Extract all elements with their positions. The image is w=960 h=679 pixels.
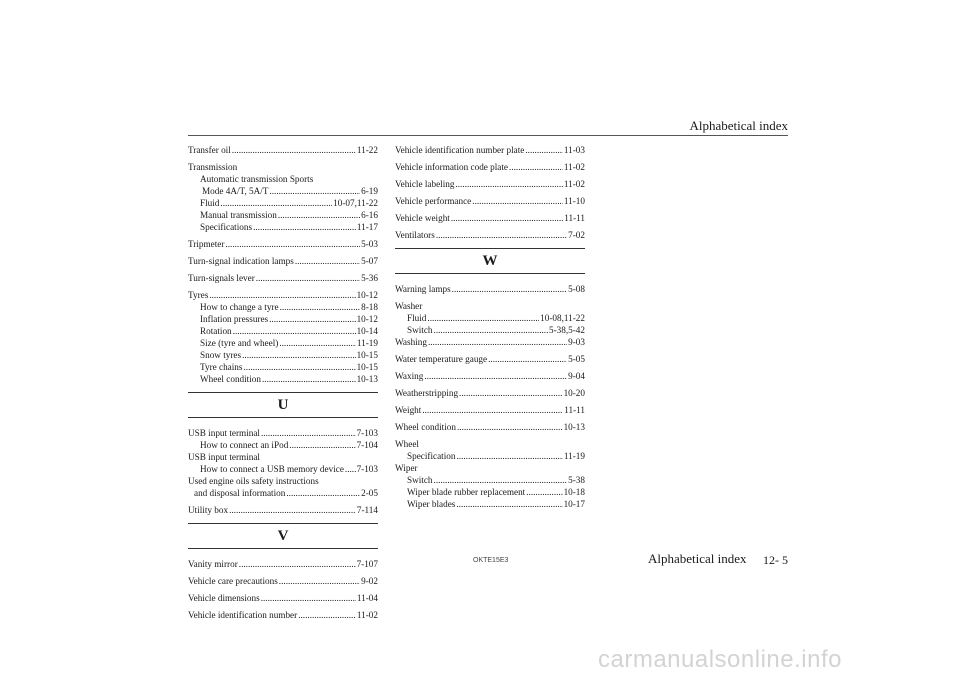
entry-label: Vehicle identification number plate	[395, 145, 525, 155]
entry-page-ref: 9-03	[568, 337, 585, 347]
entry-label: Specification	[407, 451, 456, 461]
section-heading-w: W	[482, 253, 498, 269]
index-entry	[395, 474, 585, 486]
entry-page-ref: 10-14	[356, 326, 378, 336]
entry-leader-dots	[525, 144, 563, 156]
page-number: 12- 5	[763, 553, 788, 567]
entry-leader-dots	[422, 404, 563, 416]
heading-rule-top	[395, 248, 585, 249]
entry-page-ref: 11-19	[563, 451, 585, 461]
entry-label: Switch	[407, 325, 433, 335]
entry-leader-dots	[428, 336, 567, 348]
index-entry	[395, 370, 585, 382]
entry-page-ref: 10-12	[356, 314, 378, 324]
index-entry	[395, 144, 585, 156]
entry-page-ref: 11-11	[564, 405, 585, 415]
entry-leader-dots	[269, 313, 355, 325]
entry-page-ref: 5-38	[568, 475, 585, 485]
entry-leader-dots	[262, 373, 356, 385]
index-entry	[188, 325, 378, 337]
entry-label: Wheel	[395, 439, 419, 449]
entry-leader-dots	[232, 144, 356, 156]
entry-page-ref: 7-104	[356, 440, 378, 450]
entry-leader-dots	[472, 195, 563, 207]
entry-label: Turn-signal indication lamps	[188, 256, 294, 266]
entry-leader-dots	[434, 324, 548, 336]
index-entry	[188, 349, 378, 361]
entry-page-ref: 11-03	[563, 145, 585, 155]
entry-label: USB input terminal	[188, 452, 260, 462]
entry-page-ref: 8-18	[361, 302, 378, 312]
index-entry	[188, 238, 378, 250]
section-u	[188, 392, 378, 418]
index-entry	[395, 336, 585, 348]
entry-page-ref: 2-05	[361, 488, 378, 498]
entry-leader-dots	[424, 370, 567, 382]
section-w	[395, 248, 585, 274]
entry-page-ref: 5-38,5-42	[549, 325, 585, 335]
entry-label: Weatherstripping	[395, 388, 459, 398]
index-entry	[188, 301, 378, 313]
entry-page-ref: 11-02	[356, 610, 378, 620]
index-entry	[395, 498, 585, 510]
entry-leader-dots	[456, 450, 562, 462]
index-entry	[188, 373, 378, 385]
index-entry	[395, 486, 585, 498]
heading-rule-top	[188, 523, 378, 524]
entry-leader-dots	[279, 575, 360, 587]
entry-leader-dots	[451, 212, 563, 224]
entry-label: Size (tyre and wheel)	[200, 338, 279, 348]
index-entry	[395, 283, 585, 295]
entry-leader-dots	[526, 486, 562, 498]
entry-label: Vehicle care precautions	[188, 576, 278, 586]
footer-title: Alphabetical index	[648, 551, 747, 566]
entry-leader-dots	[253, 221, 356, 233]
entry-label: How to change a tyre	[200, 302, 279, 312]
index-entry	[188, 475, 378, 487]
index-entry	[188, 173, 378, 185]
left-column	[188, 139, 378, 621]
entry-leader-dots	[269, 185, 360, 197]
index-entry	[395, 421, 585, 433]
index-group-t	[188, 144, 378, 385]
entry-leader-dots	[243, 361, 355, 373]
entry-label: and disposal information	[194, 488, 286, 498]
entry-leader-dots	[434, 474, 568, 486]
index-group-v	[188, 558, 378, 621]
entry-page-ref: 10-18	[563, 487, 585, 497]
entry-label: USB input terminal	[188, 428, 260, 438]
entry-page-ref: 10-15	[356, 362, 378, 372]
index-entry	[188, 451, 378, 463]
entry-leader-dots	[286, 487, 360, 499]
index-entry	[395, 450, 585, 462]
index-entry	[395, 300, 585, 312]
index-entry	[188, 427, 378, 439]
heading-rule-bottom	[395, 273, 585, 274]
index-entry	[188, 487, 378, 499]
entry-label: Utility box	[188, 505, 229, 515]
entry-label: Transmission	[188, 162, 238, 172]
index-entry	[188, 609, 378, 621]
entry-label: Vehicle labeling	[395, 179, 455, 189]
index-entry	[395, 161, 585, 173]
entry-label: Specifications	[200, 222, 253, 232]
index-entry	[188, 361, 378, 373]
right-column	[395, 139, 585, 510]
entry-leader-dots	[488, 353, 567, 365]
entry-page-ref: 10-13	[563, 422, 585, 432]
entry-page-ref: 10-07,11-22	[333, 198, 378, 208]
entry-page-ref: 10-08,11-22	[540, 313, 585, 323]
index-entry	[188, 185, 378, 197]
entry-leader-dots	[459, 387, 563, 399]
index-entry	[188, 272, 378, 284]
index-entry	[395, 229, 585, 241]
entry-label: How to connect a USB memory device	[200, 464, 344, 474]
entry-page-ref: 11-02	[563, 162, 585, 172]
index-entry	[188, 592, 378, 604]
entry-leader-dots	[509, 161, 563, 173]
index-entry	[395, 212, 585, 224]
entry-page-ref: 5-08	[568, 284, 585, 294]
index-entry	[188, 144, 378, 156]
index-entry	[188, 161, 378, 173]
entry-label: Vehicle information code plate	[395, 162, 509, 172]
entry-leader-dots	[457, 421, 563, 433]
entry-leader-dots	[229, 504, 356, 516]
header-rule	[188, 135, 788, 136]
entry-page-ref: 10-12	[356, 290, 378, 300]
entry-page-ref: 11-17	[356, 222, 378, 232]
index-entry	[395, 312, 585, 324]
entry-page-ref: 11-19	[356, 338, 378, 348]
entry-leader-dots	[233, 325, 356, 337]
entry-page-ref: 7-103	[356, 428, 378, 438]
entry-leader-dots	[279, 337, 356, 349]
entry-leader-dots	[298, 609, 356, 621]
entry-label: Washer	[395, 301, 423, 311]
document-code: OKTE15E3	[473, 557, 509, 564]
entry-label: Mode 4A/T, 5A/T	[202, 186, 269, 196]
index-group-v2	[395, 144, 585, 241]
entry-label: Tyres	[188, 290, 209, 300]
entry-label: Vanity mirror	[188, 559, 238, 569]
entry-label: Tripmeter	[188, 239, 225, 249]
entry-page-ref: 11-11	[564, 213, 585, 223]
entry-label: Vehicle identification number	[188, 610, 298, 620]
entry-page-ref: 11-04	[356, 593, 378, 603]
entry-label: Manual transmission	[200, 210, 277, 220]
entry-page-ref: 5-03	[361, 239, 378, 249]
entry-label: Snow tyres	[200, 350, 242, 360]
entry-leader-dots	[427, 312, 539, 324]
index-entry	[188, 463, 378, 475]
entry-label: Rotation	[200, 326, 232, 336]
entry-label: How to connect an iPod	[200, 440, 289, 450]
index-entry	[188, 221, 378, 233]
entry-label: Vehicle weight	[395, 213, 450, 223]
index-entry	[395, 324, 585, 336]
entry-label: Fluid	[200, 198, 220, 208]
entry-label: Wiper	[395, 463, 418, 473]
entry-page-ref: 5-36	[361, 273, 378, 283]
entry-label: Weight	[395, 405, 422, 415]
entry-page-ref: 11-10	[563, 196, 585, 206]
entry-page-ref: 5-07	[361, 256, 378, 266]
watermark: carmanualsonline.info	[598, 646, 842, 673]
index-entry	[395, 387, 585, 399]
entry-label: Switch	[407, 475, 433, 485]
entry-label: Vehicle performance	[395, 196, 472, 206]
section-heading-v: V	[277, 528, 289, 544]
entry-label: Turn-signals lever	[188, 273, 255, 283]
entry-label: Ventilators	[395, 230, 435, 240]
index-entry	[188, 289, 378, 301]
entry-page-ref: 7-103	[356, 464, 378, 474]
entry-label: Transfer oil	[188, 145, 231, 155]
entry-page-ref: 9-02	[361, 576, 378, 586]
entry-label: Water temperature gauge	[395, 354, 488, 364]
entry-page-ref: 10-20	[563, 388, 585, 398]
entry-label: Warning lamps	[395, 284, 451, 294]
index-entry	[188, 197, 378, 209]
entry-page-ref: 10-17	[563, 499, 585, 509]
header-title: Alphabetical index	[689, 118, 788, 133]
entry-page-ref: 11-22	[356, 145, 378, 155]
heading-rule-top	[188, 392, 378, 393]
entry-label: Wheel condition	[395, 422, 456, 432]
entry-leader-dots	[225, 238, 360, 250]
section-heading-u: U	[277, 397, 289, 413]
entry-label: Used engine oils safety instructions	[188, 476, 319, 486]
entry-page-ref: 5-05	[568, 354, 585, 364]
entry-leader-dots	[278, 209, 360, 221]
entry-leader-dots	[256, 272, 360, 284]
entry-label: Automatic transmission Sports	[200, 174, 314, 184]
index-entry	[188, 558, 378, 570]
entry-leader-dots	[261, 592, 356, 604]
entry-label: Vehicle dimensions	[188, 593, 260, 603]
entry-leader-dots	[295, 255, 360, 267]
entry-label: Wiper blades	[407, 499, 456, 509]
entry-leader-dots	[239, 558, 356, 570]
entry-page-ref: 6-16	[361, 210, 378, 220]
entry-page-ref: 10-15	[356, 350, 378, 360]
index-entry	[395, 178, 585, 190]
entry-leader-dots	[436, 229, 567, 241]
entry-page-ref: 6-19	[361, 186, 378, 196]
entry-page-ref: 7-114	[356, 505, 378, 515]
entry-leader-dots	[209, 289, 355, 301]
entry-leader-dots	[261, 427, 356, 439]
index-entry	[395, 404, 585, 416]
heading-rule-bottom	[188, 548, 378, 549]
index-group-u	[188, 427, 378, 516]
section-v	[188, 523, 378, 549]
index-entry	[188, 255, 378, 267]
entry-leader-dots	[242, 349, 355, 361]
entry-leader-dots	[452, 283, 568, 295]
index-group-w	[395, 283, 585, 510]
entry-label: Inflation pressures	[200, 314, 269, 324]
index-entry	[188, 575, 378, 587]
entry-leader-dots	[289, 439, 355, 451]
index-entry	[395, 438, 585, 450]
entry-page-ref: 7-02	[568, 230, 585, 240]
index-entry	[188, 439, 378, 451]
entry-leader-dots	[345, 463, 356, 475]
heading-rule-bottom	[188, 417, 378, 418]
index-entry	[188, 504, 378, 516]
index-entry	[395, 195, 585, 207]
entry-label: Fluid	[407, 313, 427, 323]
entry-leader-dots	[280, 301, 361, 313]
index-entry	[188, 209, 378, 221]
entry-page-ref: 9-04	[568, 371, 585, 381]
entry-leader-dots	[220, 197, 332, 209]
index-entry	[395, 353, 585, 365]
entry-label: Wheel condition	[200, 374, 261, 384]
index-entry	[188, 337, 378, 349]
entry-label: Tyre chains	[200, 362, 243, 372]
entry-label: Waxing	[395, 371, 424, 381]
entry-page-ref: 7-107	[356, 559, 378, 569]
entry-label: Washing	[395, 337, 427, 347]
entry-leader-dots	[456, 498, 562, 510]
index-entry	[188, 313, 378, 325]
entry-label: Wiper blade rubber replacement	[407, 487, 526, 497]
entry-page-ref: 10-13	[356, 374, 378, 384]
entry-page-ref: 11-02	[563, 179, 585, 189]
index-entry	[395, 462, 585, 474]
entry-leader-dots	[455, 178, 562, 190]
